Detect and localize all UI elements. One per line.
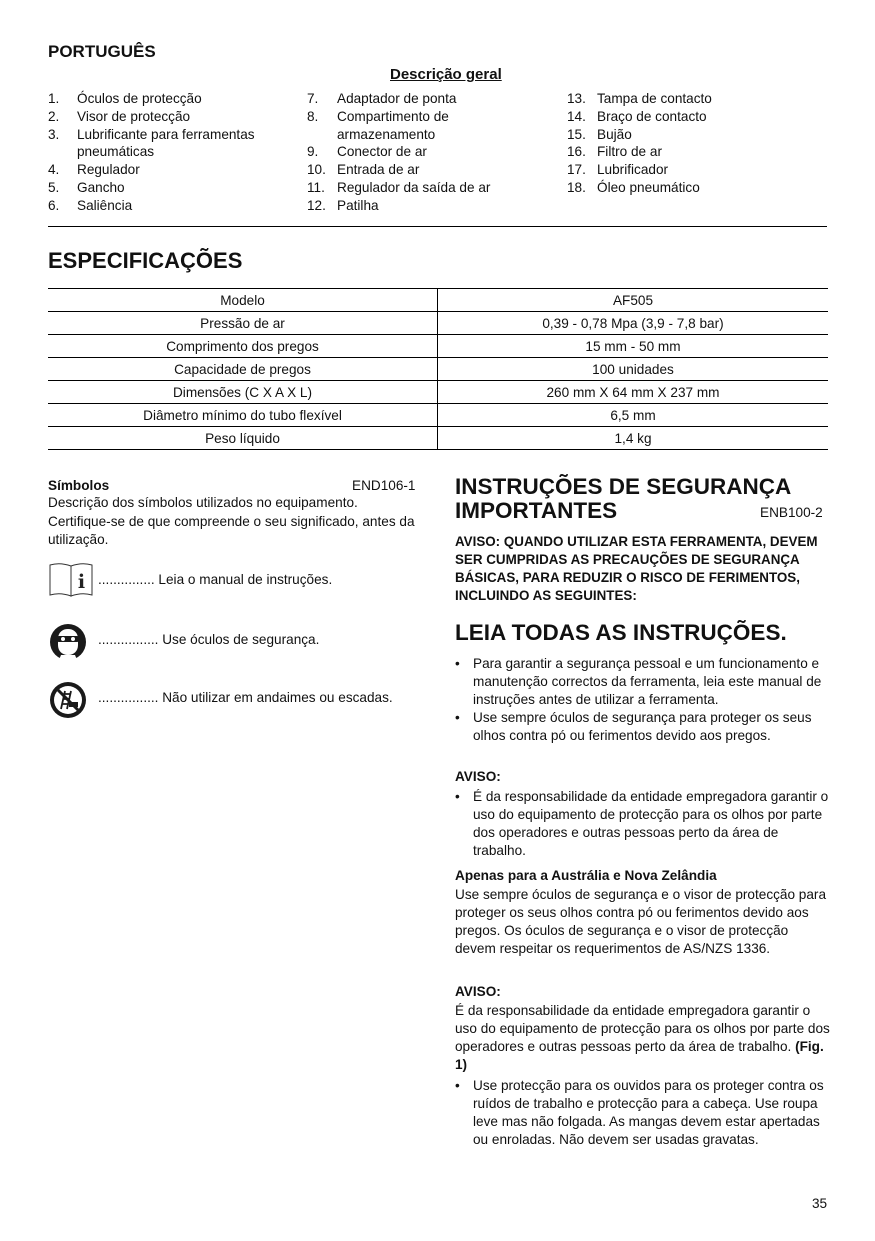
- item-number: 7.: [307, 91, 319, 106]
- spec-label: Comprimento dos pregos: [48, 335, 438, 358]
- spec-label: Peso líquido: [48, 427, 438, 450]
- item-number: 11.: [307, 179, 325, 195]
- read-all-heading: LEIA TODAS AS INSTRUÇÕES.: [455, 620, 787, 645]
- item-number: 17.: [567, 162, 586, 178]
- table-row: [48, 404, 828, 427]
- parts-column-1: [48, 90, 288, 215]
- no-ladder-icon: [48, 680, 88, 720]
- list-item: • Use sempre óculos de segurança para proteger os seus olhos contra pó ou ferimentos devido aos pregos.: [455, 709, 830, 745]
- list-item: [307, 143, 547, 161]
- item-label: Braço de contacto: [597, 108, 707, 124]
- australia-text: Use sempre óculos de segurança e o visor de protecção para proteger os seus olhos contra pó ou ferimentos devido aos pregos. Os óculos de segurança e o visor de protecção devem respeitar os requerimentos de AS/NZS 1336.: [455, 887, 827, 956]
- figure-reference: (Fig. 1): [455, 1039, 824, 1072]
- spec-value: 6,5 mm: [438, 404, 829, 427]
- item-number: 4.: [48, 162, 60, 178]
- item-label: Saliência: [77, 197, 133, 213]
- parts-column-2: [307, 90, 547, 215]
- list-item: [48, 90, 288, 108]
- list-item: [48, 161, 288, 179]
- table-row: [48, 427, 828, 450]
- spec-value: AF505: [438, 289, 829, 312]
- list-item: • É da responsabilidade da entidade empregadora garantir o uso do equipamento de protecção para os olhos por parte dos operadores e outras pessoas perto da área de trabalho.: [455, 788, 830, 860]
- aviso-text: É da responsabilidade da entidade empregadora garantir o uso do equipamento de protecção para os olhos por parte dos operadores e outras pessoas perto da área de trabalho.: [455, 1003, 830, 1054]
- section-divider: [48, 226, 827, 227]
- list-item: [48, 108, 288, 126]
- item-number: 1.: [48, 91, 60, 106]
- safety-bullets-1: [455, 655, 830, 745]
- list-item: [48, 126, 288, 162]
- manual-icon: [48, 562, 94, 598]
- list-item: [48, 197, 288, 215]
- aviso-bullets: [455, 788, 830, 860]
- list-item: [307, 161, 547, 179]
- symbol-text: ................ Não utilizar em andaimes ou escadas.: [98, 690, 393, 705]
- list-item: [567, 126, 807, 144]
- specifications-table: [48, 288, 828, 450]
- item-label: Filtro de ar: [597, 144, 662, 160]
- list-item: [567, 108, 807, 126]
- list-item: [48, 179, 288, 197]
- svg-text:i: i: [77, 571, 86, 593]
- safety-code: ENB100-2: [760, 505, 823, 520]
- spec-label: Diâmetro mínimo do tubo flexível: [48, 404, 438, 427]
- list-item: [567, 161, 807, 179]
- aviso-paragraph: [455, 1002, 830, 1074]
- symbol-row-no-ladder: [48, 680, 428, 720]
- symbol-row-goggles: [48, 622, 428, 662]
- item-number: 6.: [48, 197, 60, 213]
- symbol-text: ............... Leia o manual de instruções.: [98, 572, 333, 587]
- item-number: 15.: [567, 126, 586, 142]
- spec-value: 100 unidades: [438, 358, 829, 381]
- list-item: • Use protecção para os ouvidos para os proteger contra os ruídos de trabalho e protecção para a cabeça. Use roupa leve mas não folgada. As mangas devem estar apertadas ou enroladas. Não devem ser usadas gravatas.: [455, 1077, 830, 1149]
- item-number: 13.: [567, 91, 586, 106]
- warning-caps: AVISO: QUANDO UTILIZAR ESTA FERRAMENTA, DEVEM SER CUMPRIDAS AS PRECAUÇÕES DE SEGURANÇA BÁSICAS, PARA REDUZIR O RISCO DE FERIMENTOS, INCLUINDO AS SEGUINTES:: [455, 534, 818, 603]
- item-number: 9.: [307, 144, 319, 160]
- australia-title: Apenas para a Austrália e Nova Zelândia: [455, 868, 717, 883]
- item-label: Bujão: [597, 126, 632, 142]
- item-number: 8.: [307, 108, 319, 124]
- spec-value: 15 mm - 50 mm: [438, 335, 829, 358]
- item-label: Visor de protecção: [77, 108, 191, 124]
- item-number: 16.: [567, 144, 586, 160]
- page-number: 35: [812, 1196, 828, 1211]
- table-row: [48, 335, 828, 358]
- item-label: Compartimento de armazenamento: [337, 108, 449, 142]
- item-number: 5.: [48, 179, 60, 195]
- specifications-title: ESPECIFICAÇÕES: [48, 248, 243, 273]
- aviso-label: AVISO:: [455, 984, 501, 999]
- symbol-text: ................ Use óculos de segurança.: [98, 632, 320, 647]
- symbols-intro: Descrição dos símbolos utilizados no equipamento. Certifique-se de que compreende o seu significado, antes da utilização.: [48, 495, 415, 547]
- safety-bullets-2: [455, 1077, 830, 1149]
- aviso-label: AVISO:: [455, 769, 501, 784]
- table-row: [48, 289, 828, 312]
- item-label: Lubrificador: [597, 162, 669, 178]
- description-title: Descrição geral: [390, 66, 502, 83]
- item-number: 14.: [567, 108, 586, 124]
- list-item: [307, 108, 547, 144]
- list-item: [307, 197, 547, 215]
- table-row: [48, 358, 828, 381]
- symbols-title: Símbolos: [48, 478, 110, 493]
- language-heading: PORTUGUÊS: [48, 42, 156, 61]
- list-item: [567, 179, 807, 197]
- item-label: Óleo pneumático: [597, 179, 700, 195]
- spec-label: Modelo: [48, 289, 438, 312]
- spec-label: Pressão de ar: [48, 312, 438, 335]
- spec-label: Dimensões (C X A X L): [48, 381, 438, 404]
- item-label: Entrada de ar: [337, 162, 420, 178]
- item-number: 12.: [307, 197, 326, 213]
- parts-column-3: [567, 90, 807, 197]
- item-number: 10.: [307, 162, 326, 178]
- list-item: [567, 90, 807, 108]
- spec-value: 0,39 - 0,78 Mpa (3,9 - 7,8 bar): [438, 312, 829, 335]
- table-row: [48, 312, 828, 335]
- item-label: Patilha: [337, 197, 379, 213]
- goggles-icon: [48, 622, 88, 662]
- table-row: [48, 381, 828, 404]
- item-label: Conector de ar: [337, 144, 427, 160]
- symbols-code: END106-1: [352, 478, 416, 493]
- safety-title: INSTRUÇÕES DE SEGURANÇA IMPORTANTES: [455, 474, 791, 523]
- list-item: [307, 90, 547, 108]
- list-item: • Para garantir a segurança pessoal e um funcionamento e manutenção correctos da ferramenta, leia este manual de instruções antes de utilizar a ferramenta.: [455, 655, 830, 709]
- symbol-row-manual: [48, 562, 428, 602]
- item-label: Óculos de protecção: [77, 91, 202, 106]
- item-number: 18.: [567, 179, 586, 195]
- item-label: Lubrificante para ferramentas pneumáticas: [77, 126, 255, 160]
- item-label: Regulador da saída de ar: [337, 179, 491, 195]
- list-item: [567, 143, 807, 161]
- spec-value: 1,4 kg: [438, 427, 829, 450]
- item-number: 3.: [48, 126, 60, 142]
- item-label: Regulador: [77, 162, 140, 178]
- item-label: Adaptador de ponta: [337, 91, 457, 106]
- item-label: Tampa de contacto: [597, 91, 712, 106]
- item-number: 2.: [48, 108, 60, 124]
- item-label: Gancho: [77, 179, 125, 195]
- list-item: [307, 179, 547, 197]
- spec-label: Capacidade de pregos: [48, 358, 438, 381]
- spec-value: 260 mm X 64 mm X 237 mm: [438, 381, 829, 404]
